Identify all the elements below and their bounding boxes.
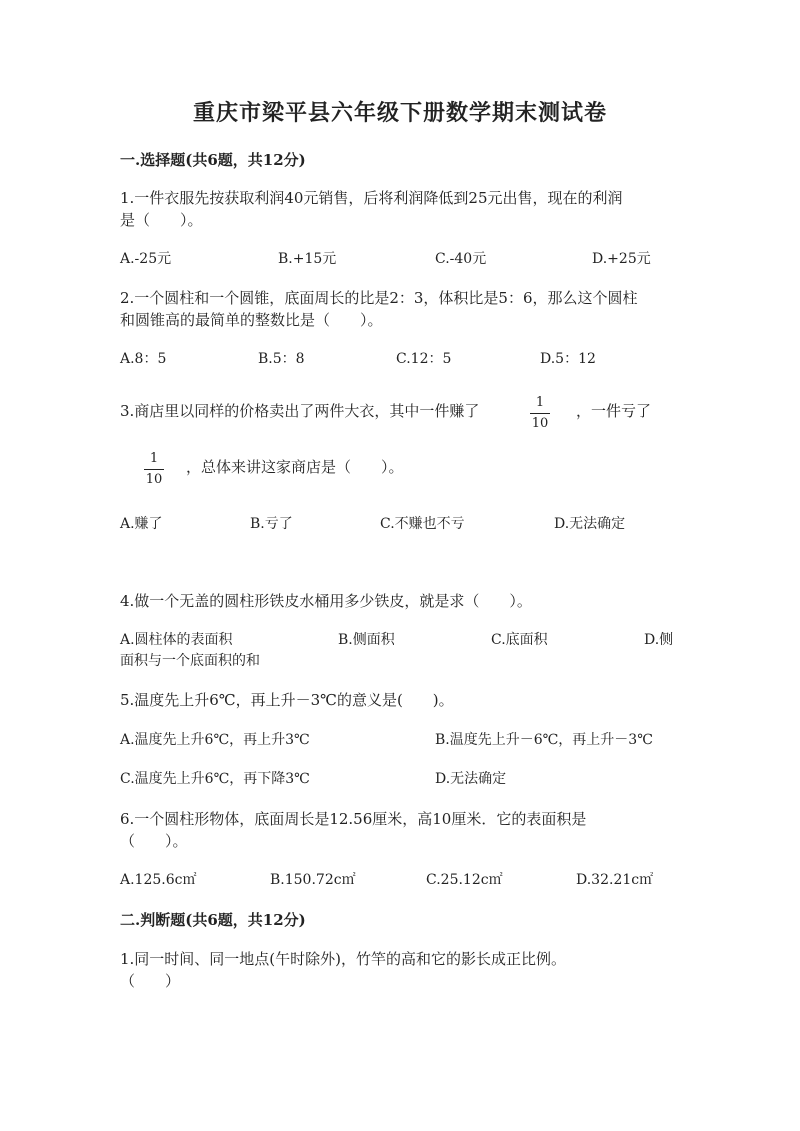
- question-2-line-1: 2.一个圆柱和一个圆锥，底面周长的比是2：3，体积比是5：6，那么这个圆柱: [120, 289, 638, 307]
- section-heading-judgment: 二.判断题(共6题，共12分): [120, 911, 306, 929]
- question-1-line-1: 1.一件衣服先按获取利润40元销售，后将利润降低到25元出售，现在的利润: [120, 189, 623, 207]
- fraction-2-denominator: 10: [145, 472, 163, 487]
- question-3-option-b: B.亏了: [250, 516, 293, 532]
- question-3-part-3: ，总体来讲这家商店是（ ）。: [186, 458, 404, 476]
- section-heading-choice: 一.选择题(共6题，共12分): [120, 151, 306, 169]
- question-4-line-1: 4.做一个无盖的圆柱形铁皮水桶用多少铁皮，就是求（ ）。: [120, 592, 532, 610]
- fraction-2-bar: [144, 469, 164, 470]
- question-6-line-2: （ ）。: [120, 832, 188, 850]
- question-3-part-2: ，一件亏了: [576, 402, 652, 420]
- question-4-option-a: A.圆柱体的表面积: [120, 632, 233, 648]
- question-5-option-b: B.温度先上升－6℃，再上升－3℃: [435, 732, 653, 748]
- question-1-option-b: B.+15元: [278, 251, 337, 267]
- fraction-1-numerator: 1: [535, 395, 545, 410]
- question-6-option-b: B.150.72c㎡: [270, 872, 356, 888]
- question-6-option-d: D.32.21c㎡: [576, 872, 654, 888]
- fraction-2-numerator: 1: [149, 451, 159, 466]
- question-2-option-a: A.8：5: [120, 351, 167, 367]
- question-5-option-d: D.无法确定: [435, 771, 507, 787]
- question-5-option-c: C.温度先上升6℃，再下降3℃: [120, 771, 310, 787]
- question-3-fraction-1: [528, 396, 552, 431]
- question-4-option-c: C.底面积: [491, 632, 548, 648]
- judgment-1-line-2: （ ）: [120, 972, 181, 990]
- question-6-option-a: A.125.6c㎡: [120, 872, 197, 888]
- page-title: 重庆市梁平县六年级下册数学期末测试卷: [192, 100, 607, 126]
- question-4-option-b: B.侧面积: [338, 632, 395, 648]
- question-3-option-d: D.无法确定: [554, 516, 626, 532]
- question-2-option-b: B.5：8: [258, 351, 305, 367]
- judgment-1-line-1: 1.同一时间、同一地点(午时除外)，竹竿的高和它的影长成正比例。: [120, 950, 567, 968]
- question-2-option-d: D.5：12: [540, 351, 596, 367]
- question-3-part-1: 3.商店里以同样的价格卖出了两件大衣，其中一件赚了: [120, 402, 480, 420]
- question-3-option-a: A.赚了: [120, 516, 163, 532]
- question-1-line-2: 是（ ）。: [120, 211, 203, 229]
- question-4-option-d: D.侧: [644, 632, 674, 648]
- question-2-option-c: C.12：5: [396, 351, 452, 367]
- question-5-line-1: 5.温度先上升6℃，再上升－3℃的意义是( )。: [120, 691, 454, 709]
- question-3-fraction-2: [142, 452, 166, 487]
- question-1-option-c: C.-40元: [435, 251, 487, 267]
- question-1-option-a: A.-25元: [120, 251, 172, 267]
- fraction-1-bar: [530, 413, 550, 414]
- question-6-line-1: 6.一个圆柱形物体，底面周长是12.56厘米，高10厘米．它的表面积是: [120, 810, 587, 828]
- question-1-option-d: D.+25元: [592, 251, 651, 267]
- question-3-option-c: C.不赚也不亏: [380, 516, 465, 532]
- fraction-1-denominator: 10: [531, 416, 549, 431]
- question-6-option-c: C.25.12c㎡: [426, 872, 503, 888]
- question-4-option-d-continued: 面积与一个底面积的和: [120, 653, 260, 669]
- question-5-option-a: A.温度先上升6℃，再上升3℃: [120, 732, 310, 748]
- question-2-line-2: 和圆锥高的最简单的整数比是（ ）。: [120, 311, 383, 329]
